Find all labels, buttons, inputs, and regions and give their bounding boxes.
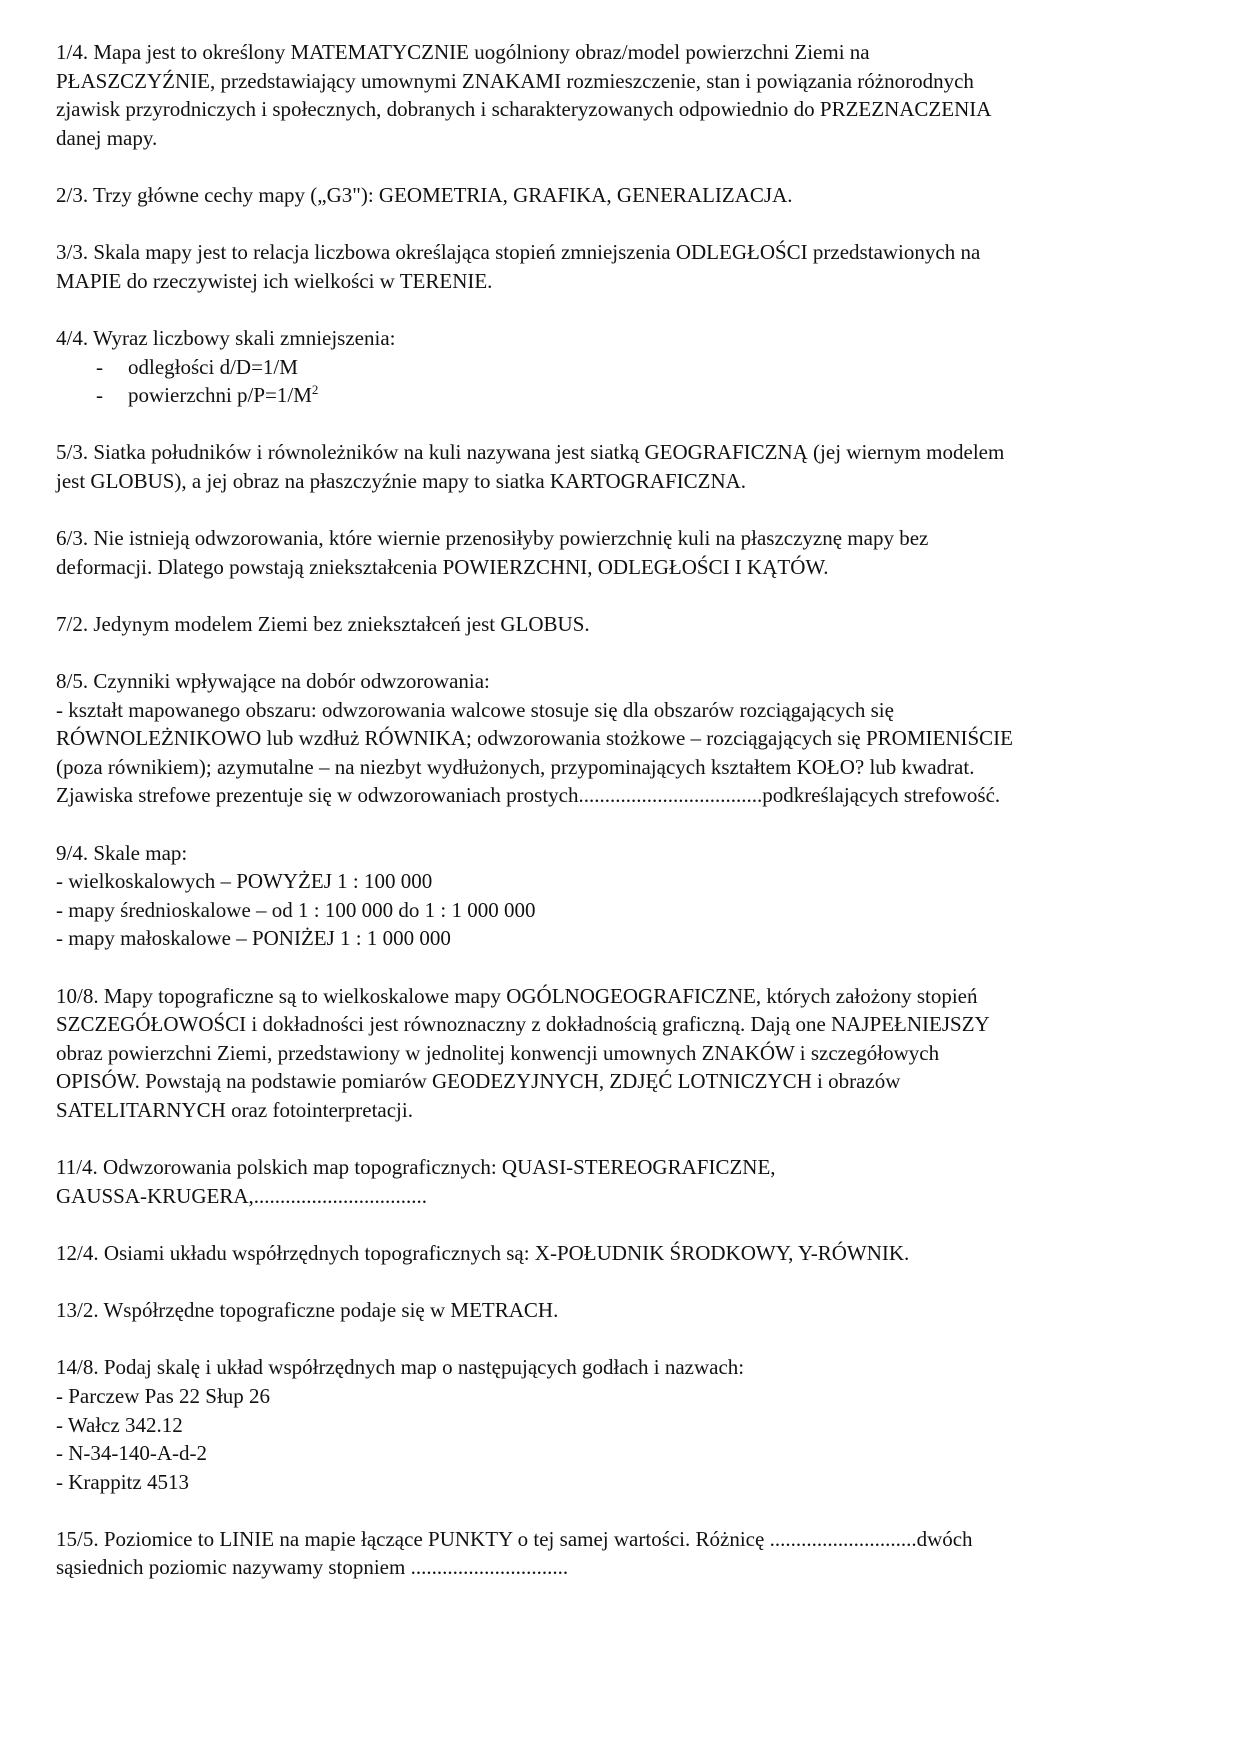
text-line: 4/4. Wyraz liczbowy skali zmniejszenia: — [56, 325, 396, 350]
question-paragraph-q9 — [56, 839, 1206, 953]
text-line: jest GLOBUS), a jej obraz na płaszczyźnie mapy to siatka KARTOGRAFICZNA. — [56, 468, 747, 493]
text-line: OPISÓW. Powstają na podstawie pomiarów GEODEZYJNYCH, ZDJĘĆ LOTNICZYCH i obrazów — [56, 1069, 901, 1094]
text-line: - Parczew Pas 22 Słup 26 — [56, 1383, 271, 1408]
question-paragraph-q15 — [56, 1525, 1206, 1582]
question-paragraph-q8 — [56, 667, 1206, 810]
bullet-item — [56, 353, 1206, 382]
question-paragraph-q4 — [56, 324, 1206, 410]
question-paragraph-q10 — [56, 982, 1206, 1125]
question-paragraph-q6 — [56, 524, 1206, 581]
text-line: 13/2. Współrzędne topograficzne podaje się w METRACH. — [56, 1298, 559, 1323]
text-line: danej mapy. — [56, 125, 158, 150]
text-line: - Wałcz 342.12 — [56, 1412, 183, 1437]
text-line: 1/4. Mapa jest to określony MATEMATYCZNIE uogólniony obraz/model powierzchni Ziemi na — [56, 40, 870, 64]
text-line: 7/2. Jedynym modelem Ziemi bez zniekształceń jest GLOBUS. — [56, 611, 590, 636]
text-line: 11/4. Odwzorowania polskich map topograficznych: QUASI-STEREOGRAFICZNE, — [56, 1155, 776, 1180]
text-line: GAUSSA-KRUGERA,................................. — [56, 1183, 428, 1208]
text-line: zjawisk przyrodniczych i społecznych, dobranych i scharakteryzowanych odpowiednio do PRZEZNACZENIA — [56, 97, 992, 122]
text-line: 15/5. Poziomice to LINIE na mapie łączące PUNKTY o tej samej wartości. Różnicę ............................dwóch — [56, 1526, 973, 1551]
text-line: MAPIE do rzeczywistej ich wielkości w TERENIE. — [56, 268, 493, 293]
bullet-text: powierzchni p/P=1/M — [128, 383, 312, 408]
text-line: 3/3. Skala mapy jest to relacja liczbowa określająca stopień zmniejszenia ODLEGŁOŚCI przedstawionych na — [56, 240, 981, 265]
text-line: RÓWNOLEŻNIKOWO lub wzdłuż RÓWNIKA; odwzorowania stożkowe – rozciągających się PROMIENIŚCIE — [56, 726, 1014, 751]
bullet-item — [56, 381, 1206, 410]
document-page — [56, 38, 1206, 1611]
question-paragraph-q14 — [56, 1353, 1206, 1496]
text-line: 10/8. Mapy topograficzne są to wielkoskalowe mapy OGÓLNOGEOGRAFICZNE, których założony stopień — [56, 983, 978, 1008]
text-line: 8/5. Czynniki wpływające na dobór odwzorowania: — [56, 669, 490, 694]
text-line: obraz powierzchni Ziemi, przedstawiony w jednolitej konwencji umownych ZNAKÓW i szczegółowych — [56, 1040, 940, 1065]
question-paragraph-q1 — [56, 38, 1206, 152]
text-line: - Krappitz 4513 — [56, 1469, 189, 1494]
text-line: - wielkoskalowych – POWYŻEJ 1 : 100 000 — [56, 869, 433, 894]
bullet-text: odległości d/D=1/M — [128, 354, 298, 379]
text-line: - N-34-140-A-d-2 — [56, 1441, 208, 1466]
text-line: (poza równikiem); azymutalne – na niezbyt wydłużonych, przypominających kształtem KOŁO? lub kwadrat. — [56, 754, 975, 779]
question-paragraph-q11 — [56, 1153, 1206, 1210]
text-line: - mapy małoskalowe – PONIŻEJ 1 : 1 000 000 — [56, 926, 451, 951]
text-line: deformacji. Dlatego powstają zniekształcenia POWIERZCHNI, ODLEGŁOŚCI I KĄTÓW. — [56, 554, 829, 579]
text-line: sąsiednich poziomic nazywamy stopniem .............................. — [56, 1555, 569, 1580]
bullet-dash: - — [96, 354, 103, 379]
bullet-dash: - — [96, 383, 103, 408]
question-paragraph-q5 — [56, 438, 1206, 495]
question-paragraph-q7 — [56, 610, 1206, 639]
text-line: - mapy średnioskalowe – od 1 : 100 000 do 1 : 1 000 000 — [56, 897, 536, 922]
question-paragraph-q13 — [56, 1296, 1206, 1325]
text-line: SZCZEGÓŁOWOŚCI i dokładności jest równoznaczny z dokładnością graficzną. Dają one NAJPEŁNIEJSZY — [56, 1012, 990, 1037]
text-line: 6/3. Nie istnieją odwzorowania, które wiernie przenosiłyby powierzchnię kuli na płaszczyznę mapy bez — [56, 526, 929, 551]
text-line: 5/3. Siatka południków i równoleżników na kuli nazywana jest siatką GEOGRAFICZNĄ (jej wiernym modelem — [56, 440, 1005, 465]
text-line: 12/4. Osiami układu współrzędnych topograficznych są: X-POŁUDNIK ŚRODKOWY, Y-RÓWNIK. — [56, 1240, 910, 1265]
text-line: - kształt mapowanego obszaru: odwzorowania walcowe stosuje się dla obszarów rozciągających się — [56, 697, 894, 722]
question-paragraph-q3 — [56, 238, 1206, 295]
text-line: 9/4. Skale map: — [56, 840, 188, 865]
text-line: PŁASZCZYŹNIE, przedstawiający umownymi ZNAKAMI rozmieszczenie, stan i powiązania różnorodnych — [56, 68, 974, 93]
question-paragraph-q2 — [56, 181, 1206, 210]
text-line: SATELITARNYCH oraz fotointerpretacji. — [56, 1097, 413, 1122]
text-line: 2/3. Trzy główne cechy mapy („G3"): GEOMETRIA, GRAFIKA, GENERALIZACJA. — [56, 182, 793, 207]
text-line: Zjawiska strefowe prezentuje się w odwzorowaniach prostych...................................podkreślających strefowość. — [56, 783, 1001, 808]
text-line: 14/8. Podaj skalę i układ współrzędnych map o następujących godłach i nazwach: — [56, 1355, 745, 1380]
question-paragraph-q12 — [56, 1239, 1206, 1268]
superscript: 2 — [311, 382, 319, 398]
